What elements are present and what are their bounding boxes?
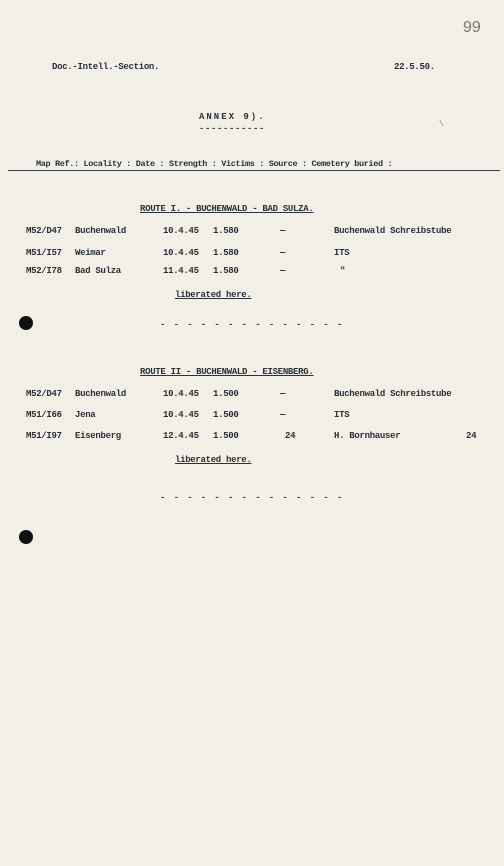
map-ref: M52/D47 — [26, 226, 62, 236]
victims: — — [280, 226, 286, 236]
map-ref: M51/I57 — [26, 248, 62, 258]
locality: Buchenwald — [75, 226, 127, 236]
victims: — — [280, 410, 286, 420]
strength: 1.500 — [213, 410, 239, 420]
map-ref: M52/D47 — [26, 389, 62, 399]
route2-note: liberated here. — [175, 455, 252, 465]
date: 10.4.45 — [163, 389, 199, 399]
victims: — — [280, 248, 286, 258]
source: Buchenwald Schreibstube — [334, 226, 452, 236]
end-rule: - - - - - - - - - - - - - - — [160, 493, 344, 503]
locality: Jena — [75, 410, 96, 420]
strength: 1.500 — [213, 389, 239, 399]
punch-hole — [19, 530, 33, 544]
victims: — — [280, 389, 286, 399]
route2-title: ROUTE II - BUCHENWALD - EISENBERG. — [140, 367, 314, 377]
date: 12.4.45 — [163, 431, 199, 441]
locality: Weimar — [75, 248, 106, 258]
date: 10.4.45 — [163, 248, 199, 258]
strength: 1.580 — [213, 248, 239, 258]
map-ref: M52/I78 — [26, 266, 62, 276]
locality: Buchenwald — [75, 389, 127, 399]
strength: 1.580 — [213, 226, 239, 236]
date: 10.4.45 — [163, 410, 199, 420]
annex-title: ANNEX 9). — [199, 112, 266, 122]
map-ref: M51/I66 — [26, 410, 62, 420]
date: 10.4.45 — [163, 226, 199, 236]
department-header: Doc.-Intell.-Section. — [52, 62, 160, 72]
source: ITS — [334, 248, 350, 258]
locality: Eisenberg — [75, 431, 121, 441]
route1-note: liberated here. — [175, 290, 252, 300]
source: " — [340, 266, 346, 276]
annex-rule: ----------- — [199, 124, 266, 134]
victims: 24 — [285, 431, 296, 441]
document-date: 22.5.50. — [394, 62, 435, 72]
strength: 1.500 — [213, 431, 239, 441]
strength: 1.580 — [213, 266, 239, 276]
locality: Bad Sulza — [75, 266, 121, 276]
header-underline — [8, 170, 500, 171]
column-headers: Map Ref.: Locality : Date : Strength : Victims : Source : Cemetery buried : — [36, 159, 393, 169]
victims: — — [280, 266, 286, 276]
ink-mark: \ — [439, 120, 444, 129]
section-separator: - - - - - - - - - - - - - - — [160, 320, 344, 330]
punch-hole — [19, 316, 33, 330]
page-number: 99 — [463, 19, 481, 36]
date: 11.4.45 — [163, 266, 199, 276]
cemetery-buried: 24 — [466, 431, 477, 441]
map-ref: M51/I97 — [26, 431, 62, 441]
route1-title: ROUTE I. - BUCHENWALD - BAD SULZA. — [140, 204, 314, 214]
source: ITS — [334, 410, 350, 420]
source: Buchenwald Schreibstube — [334, 389, 452, 399]
source: H. Bornhauser — [334, 431, 401, 441]
